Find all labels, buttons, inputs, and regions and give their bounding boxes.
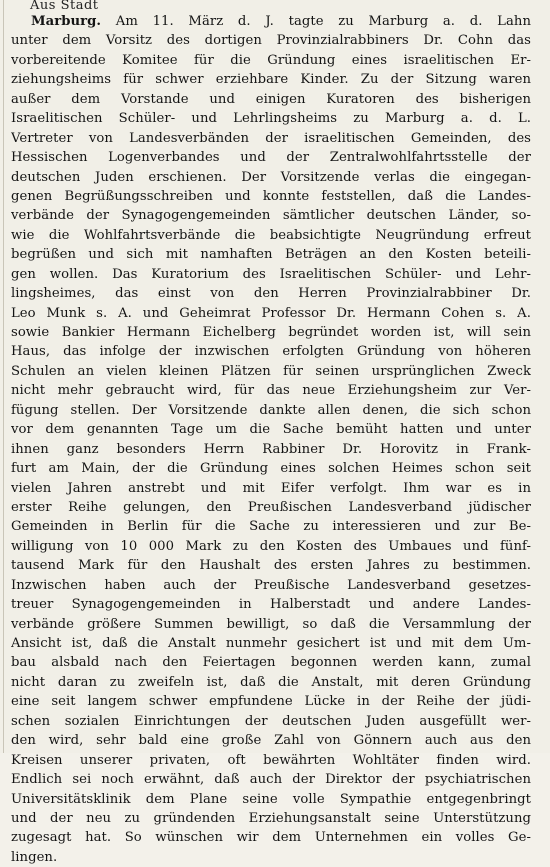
article-line-text: furt am Main, der die Gründung eines solchen Heimes schon seit xyxy=(11,461,531,477)
article-line-text: fügung stellen. Der Vorsitzende dankte allen denen, die sich schon xyxy=(11,402,531,418)
article-line-text: ihnen ganz besonders Herrn Rabbiner Dr. Horovitz in Frank- xyxy=(11,441,531,457)
article-line xyxy=(11,12,531,31)
article-line-text: bau alsbald nach den Feiertagen begonnen werden kann, zumal xyxy=(11,655,531,671)
article-line-text: Universitätsklinik dem Plane seine volle Sympathie entgegenbringt xyxy=(11,791,531,807)
article-line-text: Gemeinden in Berlin für die Sache zu interessieren und zur Be- xyxy=(11,519,531,535)
article-line-text: Leo Munk s. A. und Geheimrat Professor Dr. Hermann Cohen s. A. xyxy=(11,305,531,321)
article-line xyxy=(11,342,531,361)
article-line-text: zugesagt hat. So wünschen wir dem Unternehmen ein volles Ge- xyxy=(11,830,531,846)
column-rule xyxy=(3,0,4,753)
article-line xyxy=(11,790,531,809)
article-line-text: und der neu zu gründenden Erziehungsanstalt seine Unterstützung xyxy=(11,810,531,826)
article-line xyxy=(11,848,531,867)
article-line xyxy=(11,148,531,167)
article-line xyxy=(11,304,531,323)
article-line xyxy=(11,556,531,575)
article-line-text: lingen. xyxy=(11,849,58,865)
article-line-text: vor dem genannten Tage um die Sache bemüht hatten und unter xyxy=(11,422,531,438)
article-line xyxy=(11,31,531,50)
article-line-text: willigung von 10 000 Mark zu den Kosten des Umbaues und fünf- xyxy=(11,538,531,554)
article-line-text: Am 11. März d. J. tagte zu Marburg a. d. Lahn xyxy=(101,14,531,29)
article-line xyxy=(11,226,531,245)
article-line xyxy=(11,70,531,89)
article-line xyxy=(11,362,531,381)
article-line xyxy=(11,653,531,672)
article-line-text: tausend Mark für den Haushalt des ersten Jahres zu bestimmen. xyxy=(11,558,531,574)
article-line-text: Kreisen unserer privaten, oft bewährten Wohltäter finden wird. xyxy=(11,752,531,768)
article-line-text: Endlich sei noch erwähnt, daß auch der Direktor der psychiatrischen xyxy=(11,772,531,788)
article-line-text: schen sozialen Einrichtungen der deutschen Juden ausgefüllt wer- xyxy=(11,713,531,729)
article-line xyxy=(11,712,531,731)
article-line-text: verbände größere Summen bewilligt, so daß die Versammlung der xyxy=(11,616,531,632)
article-line xyxy=(11,440,531,459)
article-line-text: genen Begrüßungsschreiben und konnte feststellen, daß die Landes- xyxy=(11,188,531,204)
article-line-text: verbände der Synagogengemeinden sämtlicher deutschen Länder, so- xyxy=(11,208,531,224)
article-body xyxy=(11,12,531,867)
article-line xyxy=(11,420,531,439)
article-line-text: unter dem Vorsitz des dortigen Provinzialrabbiners Dr. Cohn das xyxy=(11,33,531,49)
article-line-text: Israelitischen Schüler- und Lehrlingsheims zu Marburg a. d. L. xyxy=(11,111,531,127)
article-line xyxy=(11,90,531,109)
article-line-text: außer dem Vorstande und einigen Kuratoren des bisherigen xyxy=(11,91,531,107)
article-line-text: Hessischen Logenverbandes und der Zentralwohlfahrtsstelle der xyxy=(11,150,531,166)
article-line-text: vielen Jahren anstrebt und mit Eifer verfolgt. Ihm war es in xyxy=(11,480,531,496)
article-line-text: ziehungsheims für schwer erziehbare Kinder. Zu der Sitzung waren xyxy=(11,72,531,88)
article-line xyxy=(11,51,531,70)
article-line-text: sowie Bankier Hermann Eichelberg begründet worden ist, will sein xyxy=(11,325,531,340)
article-line-text: erster Reihe gelungen, den Preußischen Landesverband jüdischer xyxy=(11,499,531,515)
article-line xyxy=(11,381,531,400)
article-line-text: nicht mehr gebraucht wird, für das neue Erziehungsheim zur Ver- xyxy=(11,383,531,399)
article-line-text: den wird, sehr bald eine große Zahl von Gönnern auch aus den xyxy=(11,733,531,749)
article-line-text: Schulen an vielen kleinen Plätzen für seinen ursprünglichen Zweck xyxy=(11,363,531,379)
article-line xyxy=(11,517,531,536)
article-line xyxy=(11,284,531,303)
article-line xyxy=(11,129,531,148)
article-place-name: Marburg. xyxy=(31,14,102,29)
article-line xyxy=(11,537,531,556)
article-line-text: Vertreter von Landesverbänden der israelitischen Gemeinden, des xyxy=(11,130,531,146)
article-line xyxy=(11,265,531,284)
article-line-text: begrüßen und sich mit namhaften Beträgen an den Kosten beteili- xyxy=(11,247,531,263)
article-line xyxy=(11,576,531,595)
article-line xyxy=(11,731,531,750)
article-line xyxy=(11,168,531,187)
article-line xyxy=(11,498,531,517)
article-line-text: treuer Synagogengemeinden in Halberstadt und andere Landes- xyxy=(11,597,531,613)
article-line xyxy=(11,479,531,498)
article-line-text: Ansicht ist, daß die Anstalt nunmehr gesichert ist und mit dem Um- xyxy=(11,636,531,651)
article-line-text: wie die Wohlfahrtsverbände die beabsichtigte Neugründung erfreut xyxy=(11,227,531,243)
article-line-text: eine seit langem schwer empfundene Lücke in der Reihe der jüdi- xyxy=(11,694,531,710)
article-line xyxy=(11,323,531,342)
article-line xyxy=(11,206,531,225)
article-line xyxy=(11,809,531,828)
article-line-text: deutschen Juden erschienen. Der Vorsitzende verlas die eingegan- xyxy=(11,169,531,185)
article-line xyxy=(11,673,531,692)
article-line-text: lingsheimes, das einst von den Herren Provinzialrabbiner Dr. xyxy=(11,286,531,302)
article-line xyxy=(11,615,531,634)
article-line-text: Inzwischen haben auch der Preußische Landesverband gesetzes- xyxy=(11,577,531,593)
article-line xyxy=(11,245,531,264)
article-line xyxy=(11,459,531,478)
article-line xyxy=(11,109,531,128)
article-line-text: vorbereitende Komitee für die Gründung eines israelitischen Er- xyxy=(11,52,531,68)
article-line xyxy=(11,401,531,420)
article-line-text: gen wollen. Das Kuratorium des Israelitischen Schüler- und Lehr- xyxy=(11,266,531,282)
article-line xyxy=(11,828,531,847)
article-line-text: Haus, das infolge der inzwischen erfolgten Gründung von höheren xyxy=(11,344,531,360)
header-fragment: Aus Stadt xyxy=(30,0,99,12)
article-line xyxy=(11,751,531,770)
article-line xyxy=(11,770,531,789)
article-line-text: nicht daran zu zweifeln ist, daß die Anstalt, mit deren Gründung xyxy=(11,674,531,690)
article-line xyxy=(11,595,531,614)
article-line xyxy=(11,692,531,711)
article-line xyxy=(11,187,531,206)
article-line xyxy=(11,634,531,653)
